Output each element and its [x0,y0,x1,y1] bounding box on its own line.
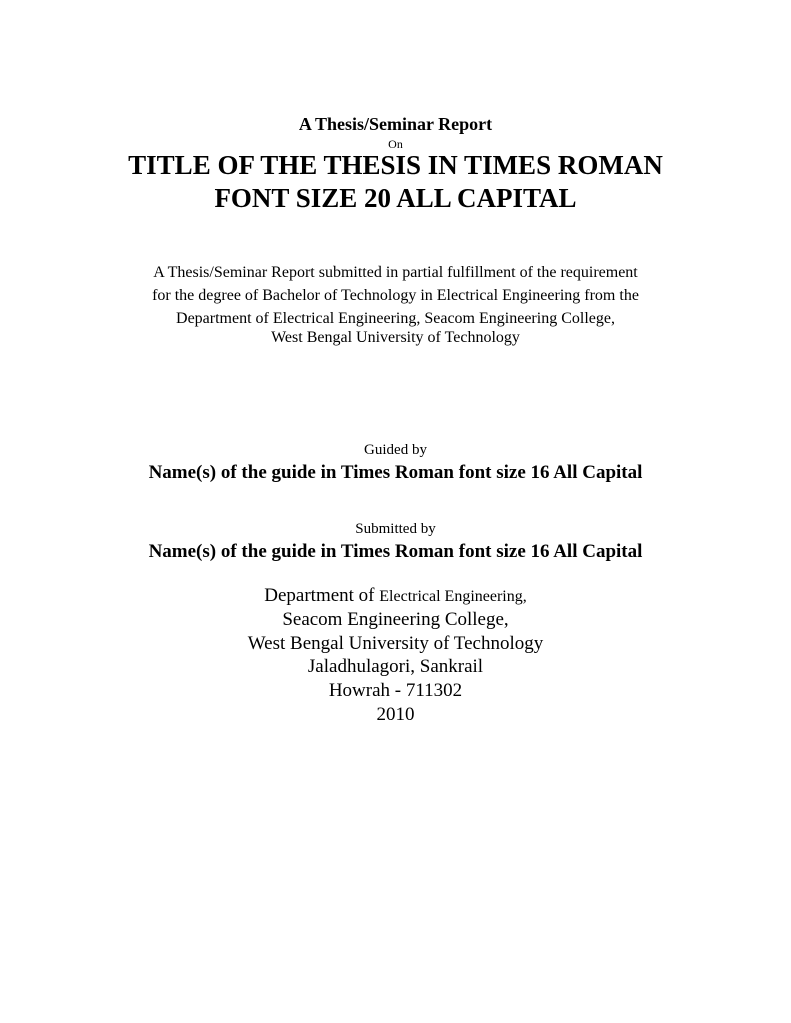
year-line: 2010 [376,704,415,725]
abstract-line-3: Department of Electrical Engineering, Seacom Engineering College, [176,310,615,327]
department-line [0,585,791,607]
department-prefix: Department of [264,585,380,606]
thesis-title-line-1: TITLE OF THE THESIS IN TIMES ROMAN [128,150,663,180]
city-pin-line: Howrah - 711302 [328,680,463,701]
abstract-line-4: West Bengal University of Technology [271,329,520,346]
guide-name: Name(s) of the guide in Times Roman font size 16 All Capital [148,462,643,483]
abstract-line-1: A Thesis/Seminar Report submitted in partial fulfillment of the requirement [153,264,638,281]
locality-line: Jaladhulagori, Sankrail [307,656,484,677]
submitter-name: Name(s) of the guide in Times Roman font size 16 All Capital [148,541,643,562]
report-type-heading: A Thesis/Seminar Report [298,114,493,134]
college-line: Seacom Engineering College, [282,609,509,630]
thesis-title-line-2: FONT SIZE 20 ALL CAPITAL [214,183,577,213]
on-label: On [388,137,403,151]
university-line: West Bengal University of Technology [247,633,544,654]
department-name: Electrical Engineering, [379,588,527,605]
abstract-line-2: for the degree of Bachelor of Technology in Electrical Engineering from the [152,287,639,304]
guided-by-label: Guided by [364,442,427,458]
submitted-by-label: Submitted by [355,521,436,537]
